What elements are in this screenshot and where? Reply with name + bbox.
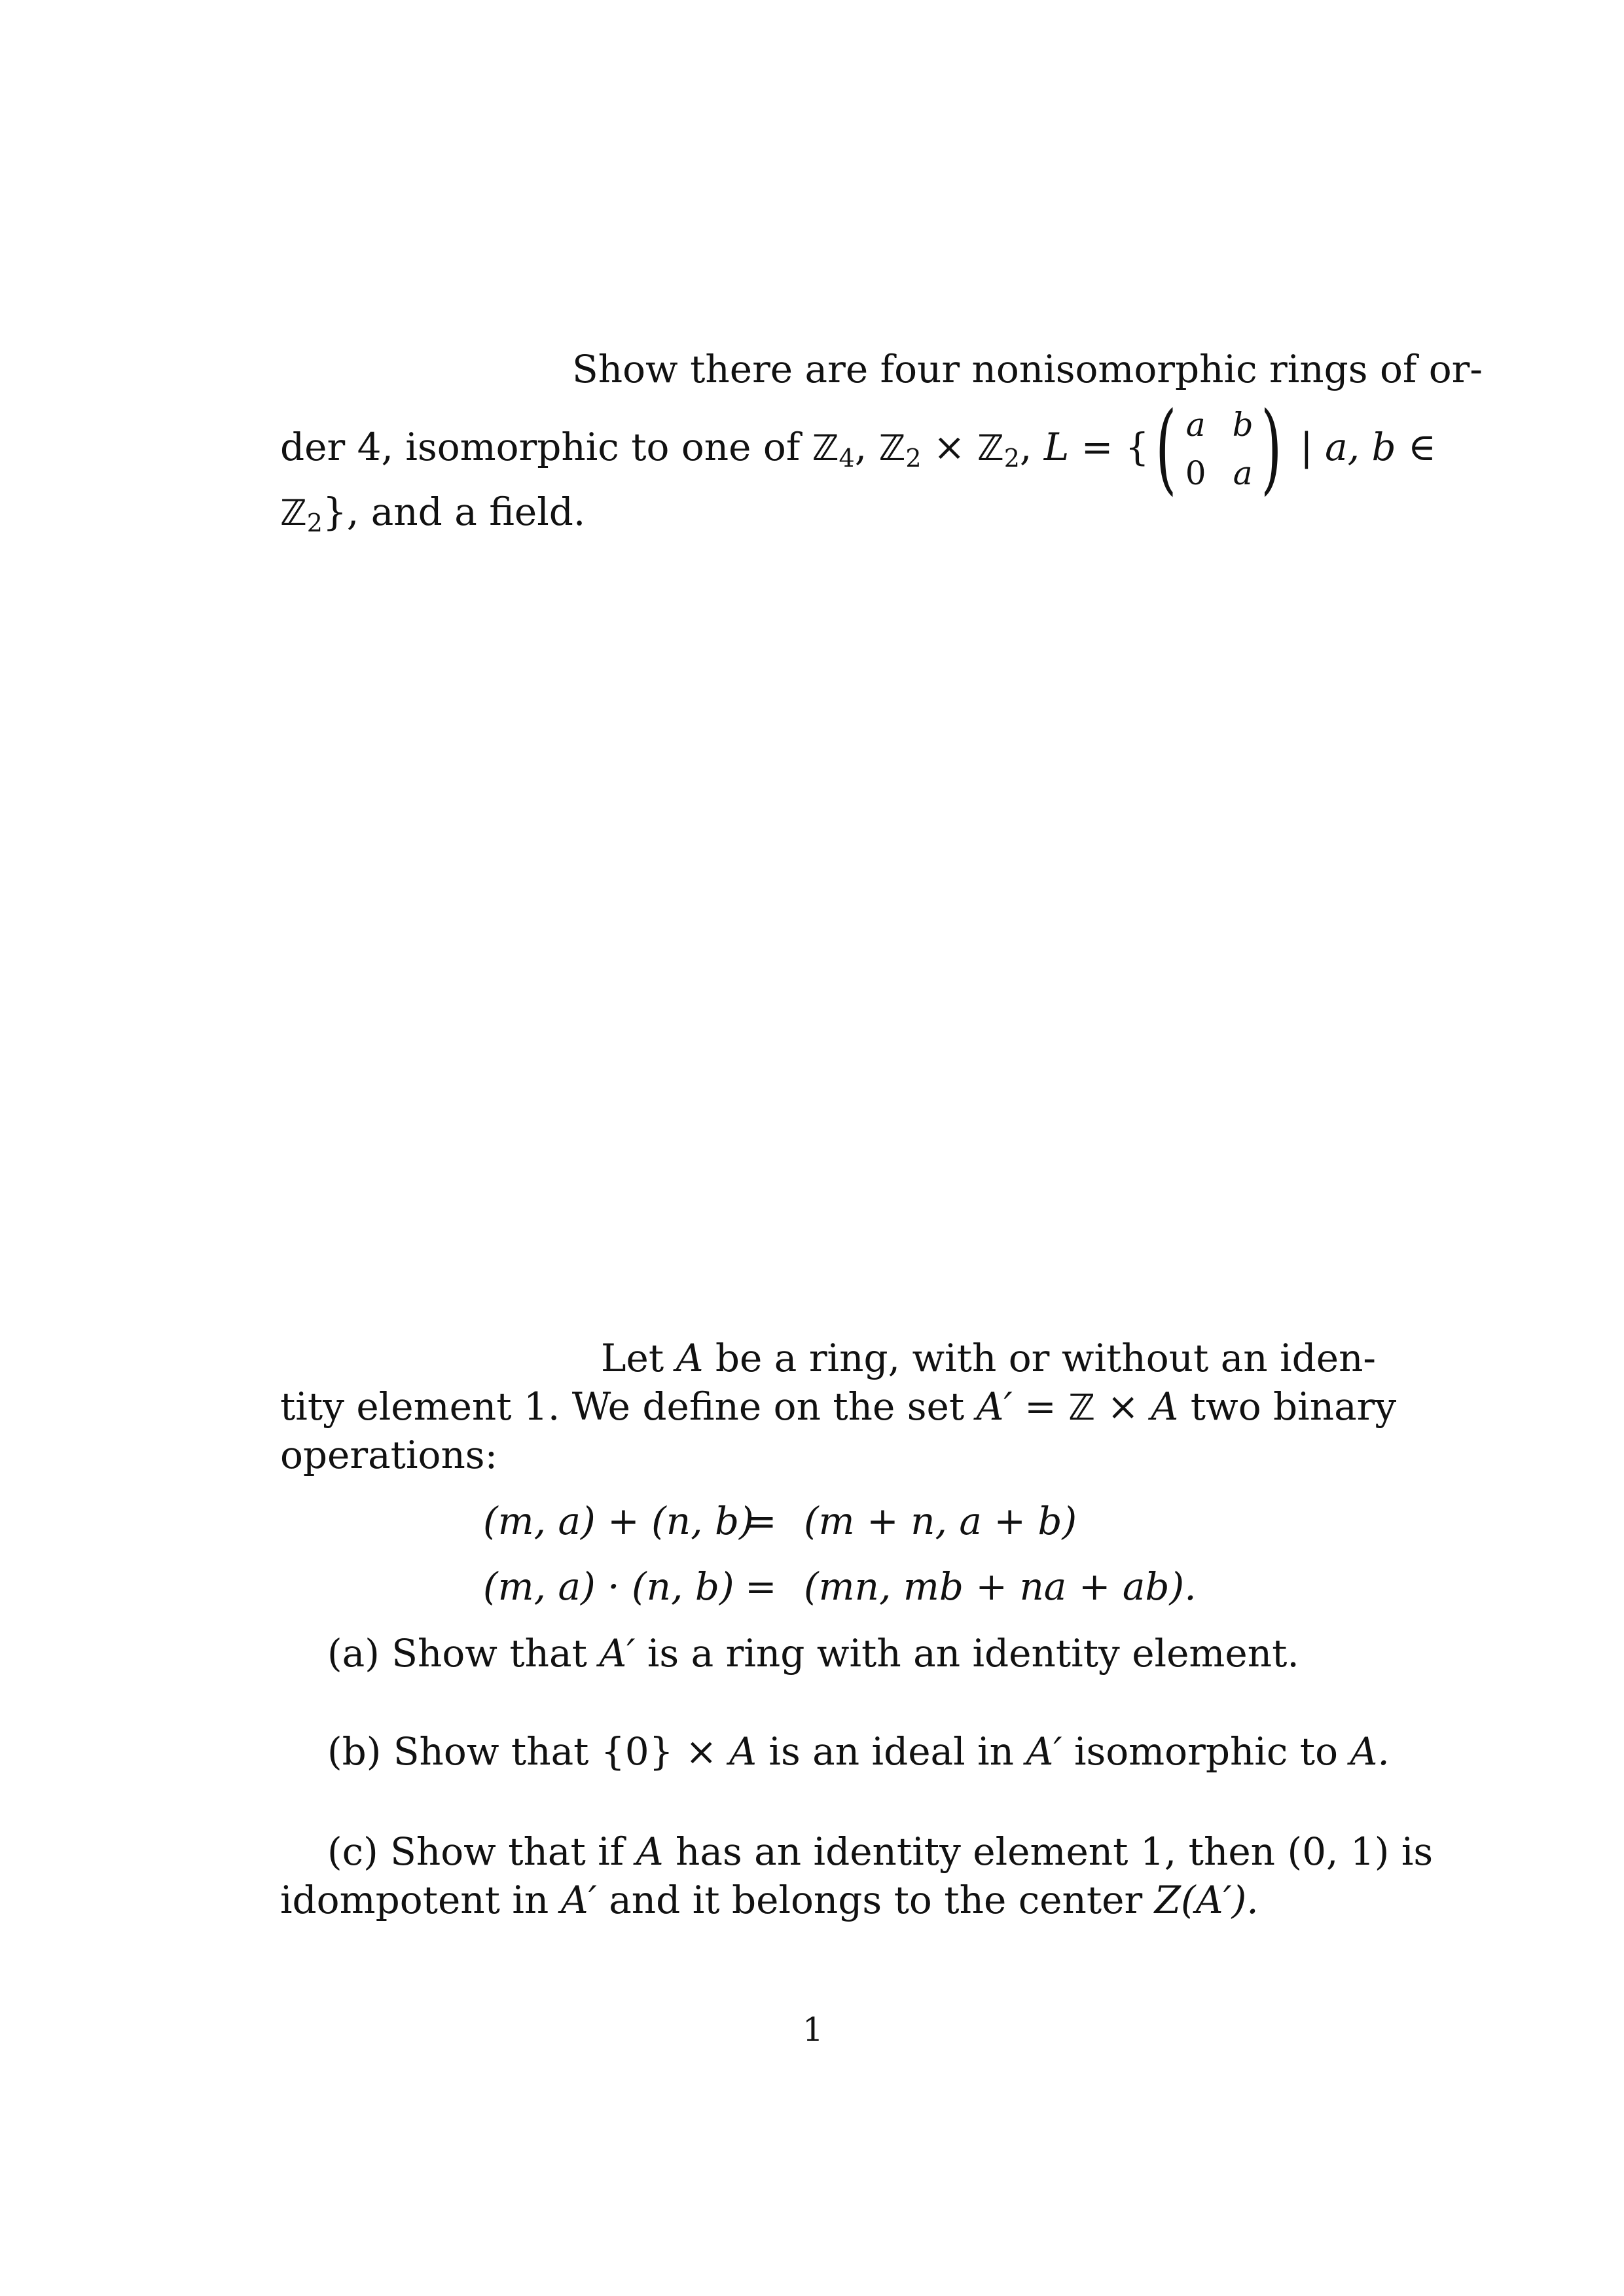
problem-2-line-3 (280, 1431, 1341, 1479)
integers-symbol: ℤ (1068, 1387, 1095, 1428)
problem-1-text-3: }, and a field. (322, 490, 586, 534)
part-c-text-2a: idompotent in (280, 1878, 549, 1922)
ring-A-symbol: A (1151, 1384, 1179, 1429)
times-symbol: × (1094, 1384, 1151, 1429)
problem-2-line-2 (280, 1382, 1397, 1431)
left-paren: ( (1155, 391, 1177, 505)
part-b-text-1: (b) Show that {0} × (327, 1729, 717, 1774)
part-a (327, 1631, 1299, 1676)
ring-A-symbol: A (636, 1829, 664, 1874)
part-b-text-3: isomorphic to (1074, 1729, 1338, 1774)
matrix-entry-11: a (1185, 406, 1206, 444)
matrix-entry-12: b (1232, 406, 1254, 444)
integers-mod-2-symbol: ℤ (878, 427, 906, 469)
integers-mod-2-symbol: ℤ (977, 427, 1004, 469)
problem-1-line-2 (280, 391, 1437, 505)
equals-sign: = (1012, 1384, 1069, 1429)
ring-A-prime-symbol: A′ (976, 1384, 1013, 1429)
subscript-4: 4 (839, 444, 855, 473)
ring-A-symbol: A (676, 1336, 704, 1380)
ring-A-symbol: A. (1350, 1729, 1390, 1774)
part-a-text-2: is a ring with an identity element. (647, 1631, 1299, 1676)
subscript-2: 2 (1003, 444, 1020, 473)
problem-1-text-2: der 4, isomorphic to one of (280, 425, 801, 470)
problem-2-text-1a: Let (601, 1336, 664, 1380)
ring-A-prime-symbol: A′ (599, 1631, 636, 1676)
right-paren: ) (1261, 391, 1282, 505)
page-number: 1 (803, 2011, 823, 2049)
equation-2-equals: = (745, 1564, 777, 1609)
problem-1-line-1 (280, 334, 1483, 404)
times-symbol: × (921, 425, 977, 470)
problem-2-text-1b: be a ring, with or without an iden- (715, 1336, 1377, 1380)
part-c-line-1 (280, 1827, 1434, 1876)
equals-brace: = { (1069, 425, 1149, 470)
center-symbol: Z(A′). (1154, 1878, 1259, 1922)
problem-2-text-2b: two binary (1178, 1384, 1397, 1429)
part-c-line-2 (280, 1876, 1341, 1924)
equation-1-equals: = (745, 1499, 777, 1543)
problem-2-text-3: operations: (280, 1433, 498, 1477)
subscript-2: 2 (905, 444, 922, 473)
matrix-entry-21: 0 (1185, 454, 1206, 492)
part-a-text-1: (a) Show that (327, 1631, 587, 1676)
part-c-text-1a: (c) Show that if (327, 1829, 624, 1874)
set-condition: | a, b ∈ (1300, 425, 1437, 470)
subscript-2: 2 (306, 509, 323, 537)
problem-2-text-2a: tity element 1. We define on the set (280, 1384, 965, 1429)
equation-1-lhs: (m, a) + (n, b) (483, 1499, 754, 1543)
matrix-entry-22: a (1233, 454, 1253, 492)
ring-L-symbol: L (1043, 425, 1070, 470)
equation-2-lhs: (m, a) · (n, b) (483, 1564, 734, 1609)
ring-A-prime-symbol: A′ (1026, 1729, 1062, 1774)
comma: , (854, 425, 867, 470)
ring-A-symbol: A (729, 1729, 757, 1774)
problem-1-line-3 (280, 476, 1341, 547)
equation-2-rhs: (mn, mb + na + ab). (804, 1564, 1197, 1609)
part-c-text-1b: has an identity element 1, then (0, 1) is (676, 1829, 1434, 1874)
integers-mod-4-symbol: ℤ (812, 427, 839, 469)
problem-2 (280, 1334, 1397, 1479)
comma: , (1019, 425, 1032, 470)
problem-1 (280, 334, 1483, 547)
part-c-text-2b: and it belongs to the center (609, 1878, 1143, 1922)
problem-1-text-1: Show there are four nonisomorphic rings of or- (572, 347, 1483, 391)
part-b-text-2: is an ideal in (768, 1729, 1014, 1774)
integers-mod-2-symbol: ℤ (280, 492, 307, 533)
equation-1-rhs: (m + n, a + b) (804, 1499, 1077, 1543)
problem-2-line-1 (280, 1334, 1377, 1382)
part-c (280, 1827, 1434, 1924)
ring-A-prime-symbol: A′ (560, 1878, 597, 1922)
part-b (327, 1729, 1390, 1774)
